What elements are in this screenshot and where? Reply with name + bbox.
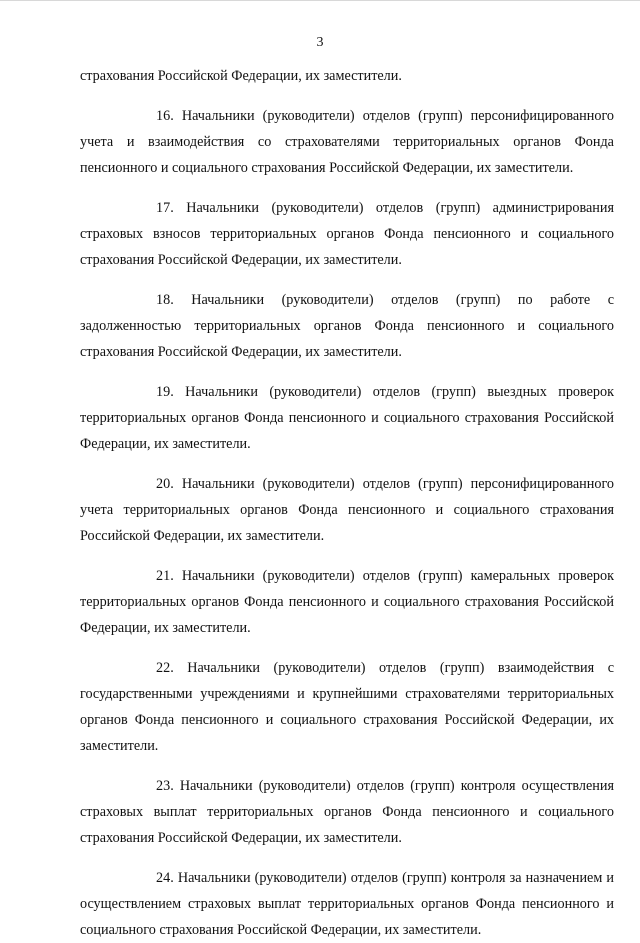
item-number: 21. <box>156 568 174 584</box>
item-number: 20. <box>156 476 174 492</box>
list-item-18 <box>80 287 614 365</box>
item-text: Начальники (руководители) отделов (групп) персонифицированного учета территориальных органов Фонда пенсионного и социального страхования Российской Федерации, их заместители. <box>80 476 615 544</box>
item-text: Начальники (руководители) отделов (групп) контроля за назначением и осуществлением страховых выплат территориальных органов Фонда пенсионного и социального страхования Российской Федерации, их заместители. <box>80 870 614 938</box>
document-body <box>80 63 614 943</box>
item-text: Начальники (руководители) отделов (групп) камеральных проверок территориальных органов Фонда пенсионного и социального страхования Российской Федерации, их заместители. <box>80 568 614 636</box>
item-number: 17. <box>156 200 174 216</box>
item-number: 18. <box>156 292 174 308</box>
item-text: Начальники (руководители) отделов (групп) взаимодействия с государственными учреждениями и крупнейшими страхователями территориальных органов Фонда пенсионного и социального страхования Российской Федерации, их заместители. <box>80 660 614 754</box>
list-item-19 <box>80 379 614 457</box>
list-item-20 <box>80 471 614 549</box>
item-number: 22. <box>156 660 174 676</box>
item-text: Начальники (руководители) отделов (групп) администрирования страховых взносов территориальных органов Фонда пенсионного и социального страхования Российской Федерации, их заместители. <box>80 200 614 268</box>
list-item-21 <box>80 563 614 641</box>
item-text: Начальники (руководители) отделов (групп) персонифицированного учета и взаимодействия со страхователями территориальных органов Фонда пенсионного и социального страхования Российской Федерации, их заместители. <box>80 108 615 176</box>
item-number: 16. <box>156 108 174 124</box>
item-number: 23. <box>156 778 174 794</box>
list-item-17 <box>80 195 614 273</box>
list-item-24 <box>80 865 614 943</box>
paragraph-continuation <box>80 63 614 89</box>
paragraph-text: страхования Российской Федерации, их заместители. <box>80 68 402 84</box>
item-number: 24. <box>156 870 174 886</box>
item-text: Начальники (руководители) отделов (групп) по работе с задолженностью территориальных органов Фонда пенсионного и социального страхования Российской Федерации, их заместители. <box>80 292 615 360</box>
item-text: Начальники (руководители) отделов (групп) выездных проверок территориальных органов Фонда пенсионного и социального страхования Российской Федерации, их заместители. <box>80 384 614 452</box>
item-number: 19. <box>156 384 174 400</box>
list-item-22 <box>80 655 614 759</box>
top-edge-rule <box>0 0 640 1</box>
item-text: Начальники (руководители) отделов (групп) контроля осуществления страховых выплат территориальных органов Фонда пенсионного и социального страхования Российской Федерации, их заместители. <box>80 778 615 846</box>
list-item-16 <box>80 103 614 181</box>
page-number: 3 <box>316 35 324 50</box>
list-item-23 <box>80 773 614 851</box>
